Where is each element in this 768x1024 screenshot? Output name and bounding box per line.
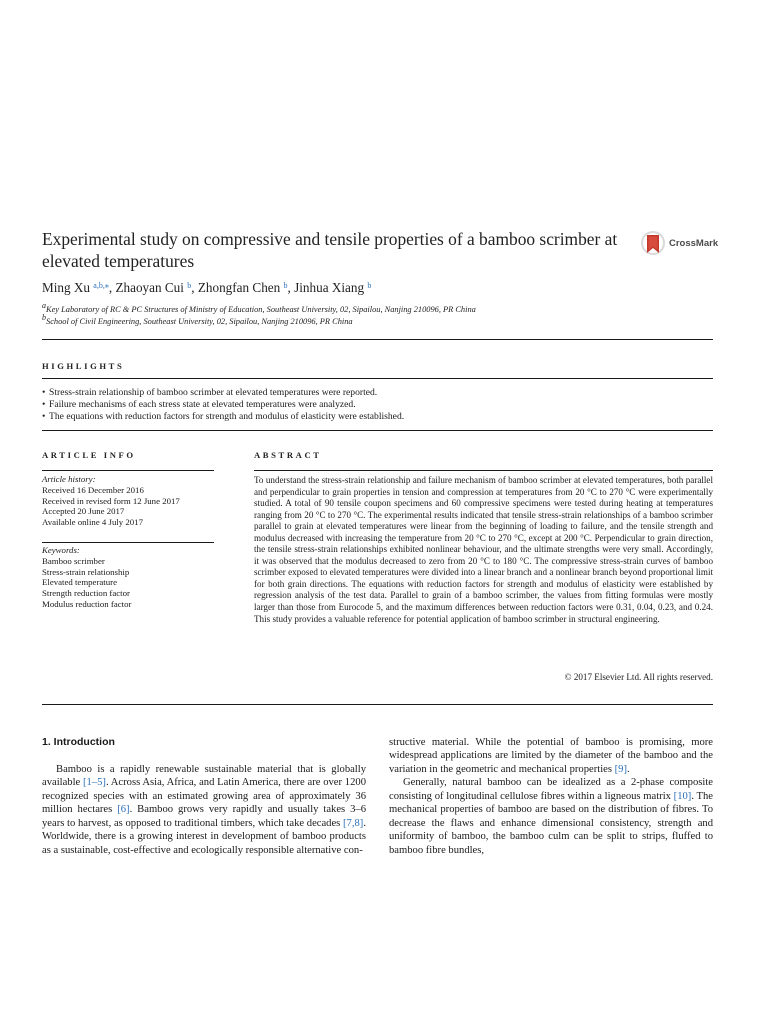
author-affil-mark[interactable]: b [283, 281, 288, 290]
affiliation-mark: a [42, 301, 46, 310]
affiliation [42, 313, 353, 326]
highlight-item: • Stress-strain relationship of bamboo scrimber at elevated temperatures were reported. [42, 387, 713, 399]
body-column-left [42, 763, 366, 857]
author-affil-mark[interactable]: b [187, 281, 192, 290]
abstract-text: To understand the stress-strain relationship and failure mechanism of bamboo scrimber at elevated temperatures, both parallel and perpendicular to grain properties in tension and compression at temperatures from 20 °C to 270 °C were experimentally studied. A total of 90 tensile coupon specimens and 60 compressive specimens were tested during heating at temperatures ranging from 20 °C to 270 °C. The experimental results indicated that tensile stress-strain relationships of a bamboo scrimber parallel to grain at elevated temperatures were linear from the beginning of loading to failure, and the tensile strength and modulus decreased with increasing the temperature from 20 °C to 270 °C, except at 200 °C. Perpendicular to grain direction, the tensile stress-strain relationships exhibited nonlinear behaviour, and the ultimate strengths were very small. Accordingly, it was observed that the modulus decreased to zero from 20 °C to 180 °C. The compressive stress-strain curves of bamboo scrimber exposed to elevated temperatures were divided into a linear branch and a nonlinear branch beyond proportional limit for both grain directions. The equations with reduction factors for strength and modulus of elasticity were established by regression analysis of the test data. Parallel to grain of a bamboo scrimber, the values from fitting formulas were mostly larger than those from Eurocode 5, and the maximum differences between reduction factors were 0.31, 0.04, 0.23, and 0.24. This study provides a valuable reference for potential application of bamboo scrimber in structural engineering. [254, 475, 713, 624]
highlight-item: • Failure mechanisms of each stress state at elevated temperatures were analyzed. [42, 399, 713, 411]
citation-link[interactable]: [7,8] [343, 817, 364, 829]
abstract-heading: ABSTRACT [254, 450, 322, 460]
citation-link[interactable]: [6] [117, 804, 130, 816]
author-name[interactable]: Zhaoyan Cui [115, 280, 184, 295]
history-item: Received 16 December 2016 [42, 484, 144, 495]
article-info-heading: ARTICLE INFO [42, 450, 136, 460]
paragraph: Bamboo is a rapidly renewable sustainable material that is globally available [1–5]. Across Asia, Africa, and Latin America, there are over 1200 recognized species with an estimated growing area of approximately 36 million hectares [6]. Bamboo grows very rapidly and usually takes 3–6 years to harvest, as opposed to traditional timbers, which take decades [7,8]. Worldwide, there is a growing interest in development of bamboo products as a sustainable, cost-effective and ecologically responsible alternative con- [42, 764, 367, 856]
keywords [42, 545, 214, 610]
affiliation-text: School of Civil Engineering, Southeast University, 02, Sipailou, Nanjing 210096, PR China [46, 317, 353, 326]
paragraph: structive material. While the potential of bamboo is promising, more widespread applications are limited by the diameter of the bamboo and the variation in the geometric and mechanical properties [9]. [389, 737, 713, 775]
highlight-item: • The equations with reduction factors for strength and modulus of elasticity were established. [42, 411, 713, 423]
keyword-item: Strength reduction factor [42, 588, 130, 599]
citation-link[interactable]: [1–5] [83, 777, 106, 789]
divider [42, 378, 713, 379]
article-history [42, 474, 214, 528]
keyword-item: Bamboo scrimber [42, 555, 105, 566]
crossmark-badge[interactable] [640, 229, 720, 261]
divider [42, 339, 713, 340]
history-label: Article history: [42, 474, 96, 484]
author-list: Ming Xu $^{a,b,⁎}$, Zhaoyan Cui $^b$, Zhongfan Chen $^b$, Jinhua Xiang $^b$ [42, 280, 372, 295]
divider [42, 704, 713, 705]
copyright-notice: © 2017 Elsevier Ltd. All rights reserved. [564, 672, 713, 682]
author-name[interactable]: Jinhua Xiang [294, 280, 365, 295]
highlights-list [42, 387, 713, 424]
author-affil-mark[interactable]: a,b,⁎ [93, 281, 109, 290]
section-heading: 1. Introduction [42, 736, 115, 748]
keyword-item: Elevated temperature [42, 577, 117, 588]
body-column-right [389, 736, 713, 857]
keyword-item: Modulus reduction factor [42, 598, 132, 609]
affiliation [42, 301, 476, 314]
author-name[interactable]: Zhongfan Chen [197, 280, 281, 295]
crossmark-label: CrossMark [669, 238, 719, 249]
divider [254, 470, 713, 471]
affiliation-mark: b [42, 313, 46, 322]
crossmark-icon [640, 229, 666, 259]
paragraph: Generally, natural bamboo can be idealized as a 2-phase composite consisting of longitudinal cellulose fibres within a ligneous matrix [10]. The mechanical properties of bamboo are based on the distribution of fibres. To decrease the flaws and enhance dimensional consistency, strength and uniformity of bamboo, the bamboo culm can be split to strips, fluffed to bamboo fibre bundles, [389, 777, 713, 856]
history-item: Received in revised form 12 June 2017 [42, 495, 180, 506]
highlights-heading: HIGHLIGHTS [42, 361, 125, 371]
author-name[interactable]: Ming Xu [42, 280, 90, 295]
divider [42, 470, 214, 471]
affiliation-text: Key Laboratory of RC & PC Structures of Ministry of Education, Southeast University, 02, Sipailou, Nanjing 210096, PR China [46, 305, 476, 314]
paper-title: Experimental study on compressive and tensile properties of a bamboo scrimber at elevated temperatures [42, 229, 618, 271]
keywords-label: Keywords: [42, 545, 80, 555]
divider [42, 430, 713, 431]
divider [42, 542, 214, 543]
citation-link[interactable]: [10] [673, 790, 692, 802]
author-affil-mark[interactable]: b [367, 281, 372, 290]
history-item: Accepted 20 June 2017 [42, 506, 125, 517]
history-item: Available online 4 July 2017 [42, 517, 143, 528]
keyword-item: Stress-strain relationship [42, 566, 130, 577]
citation-link[interactable]: [9] [614, 763, 627, 775]
